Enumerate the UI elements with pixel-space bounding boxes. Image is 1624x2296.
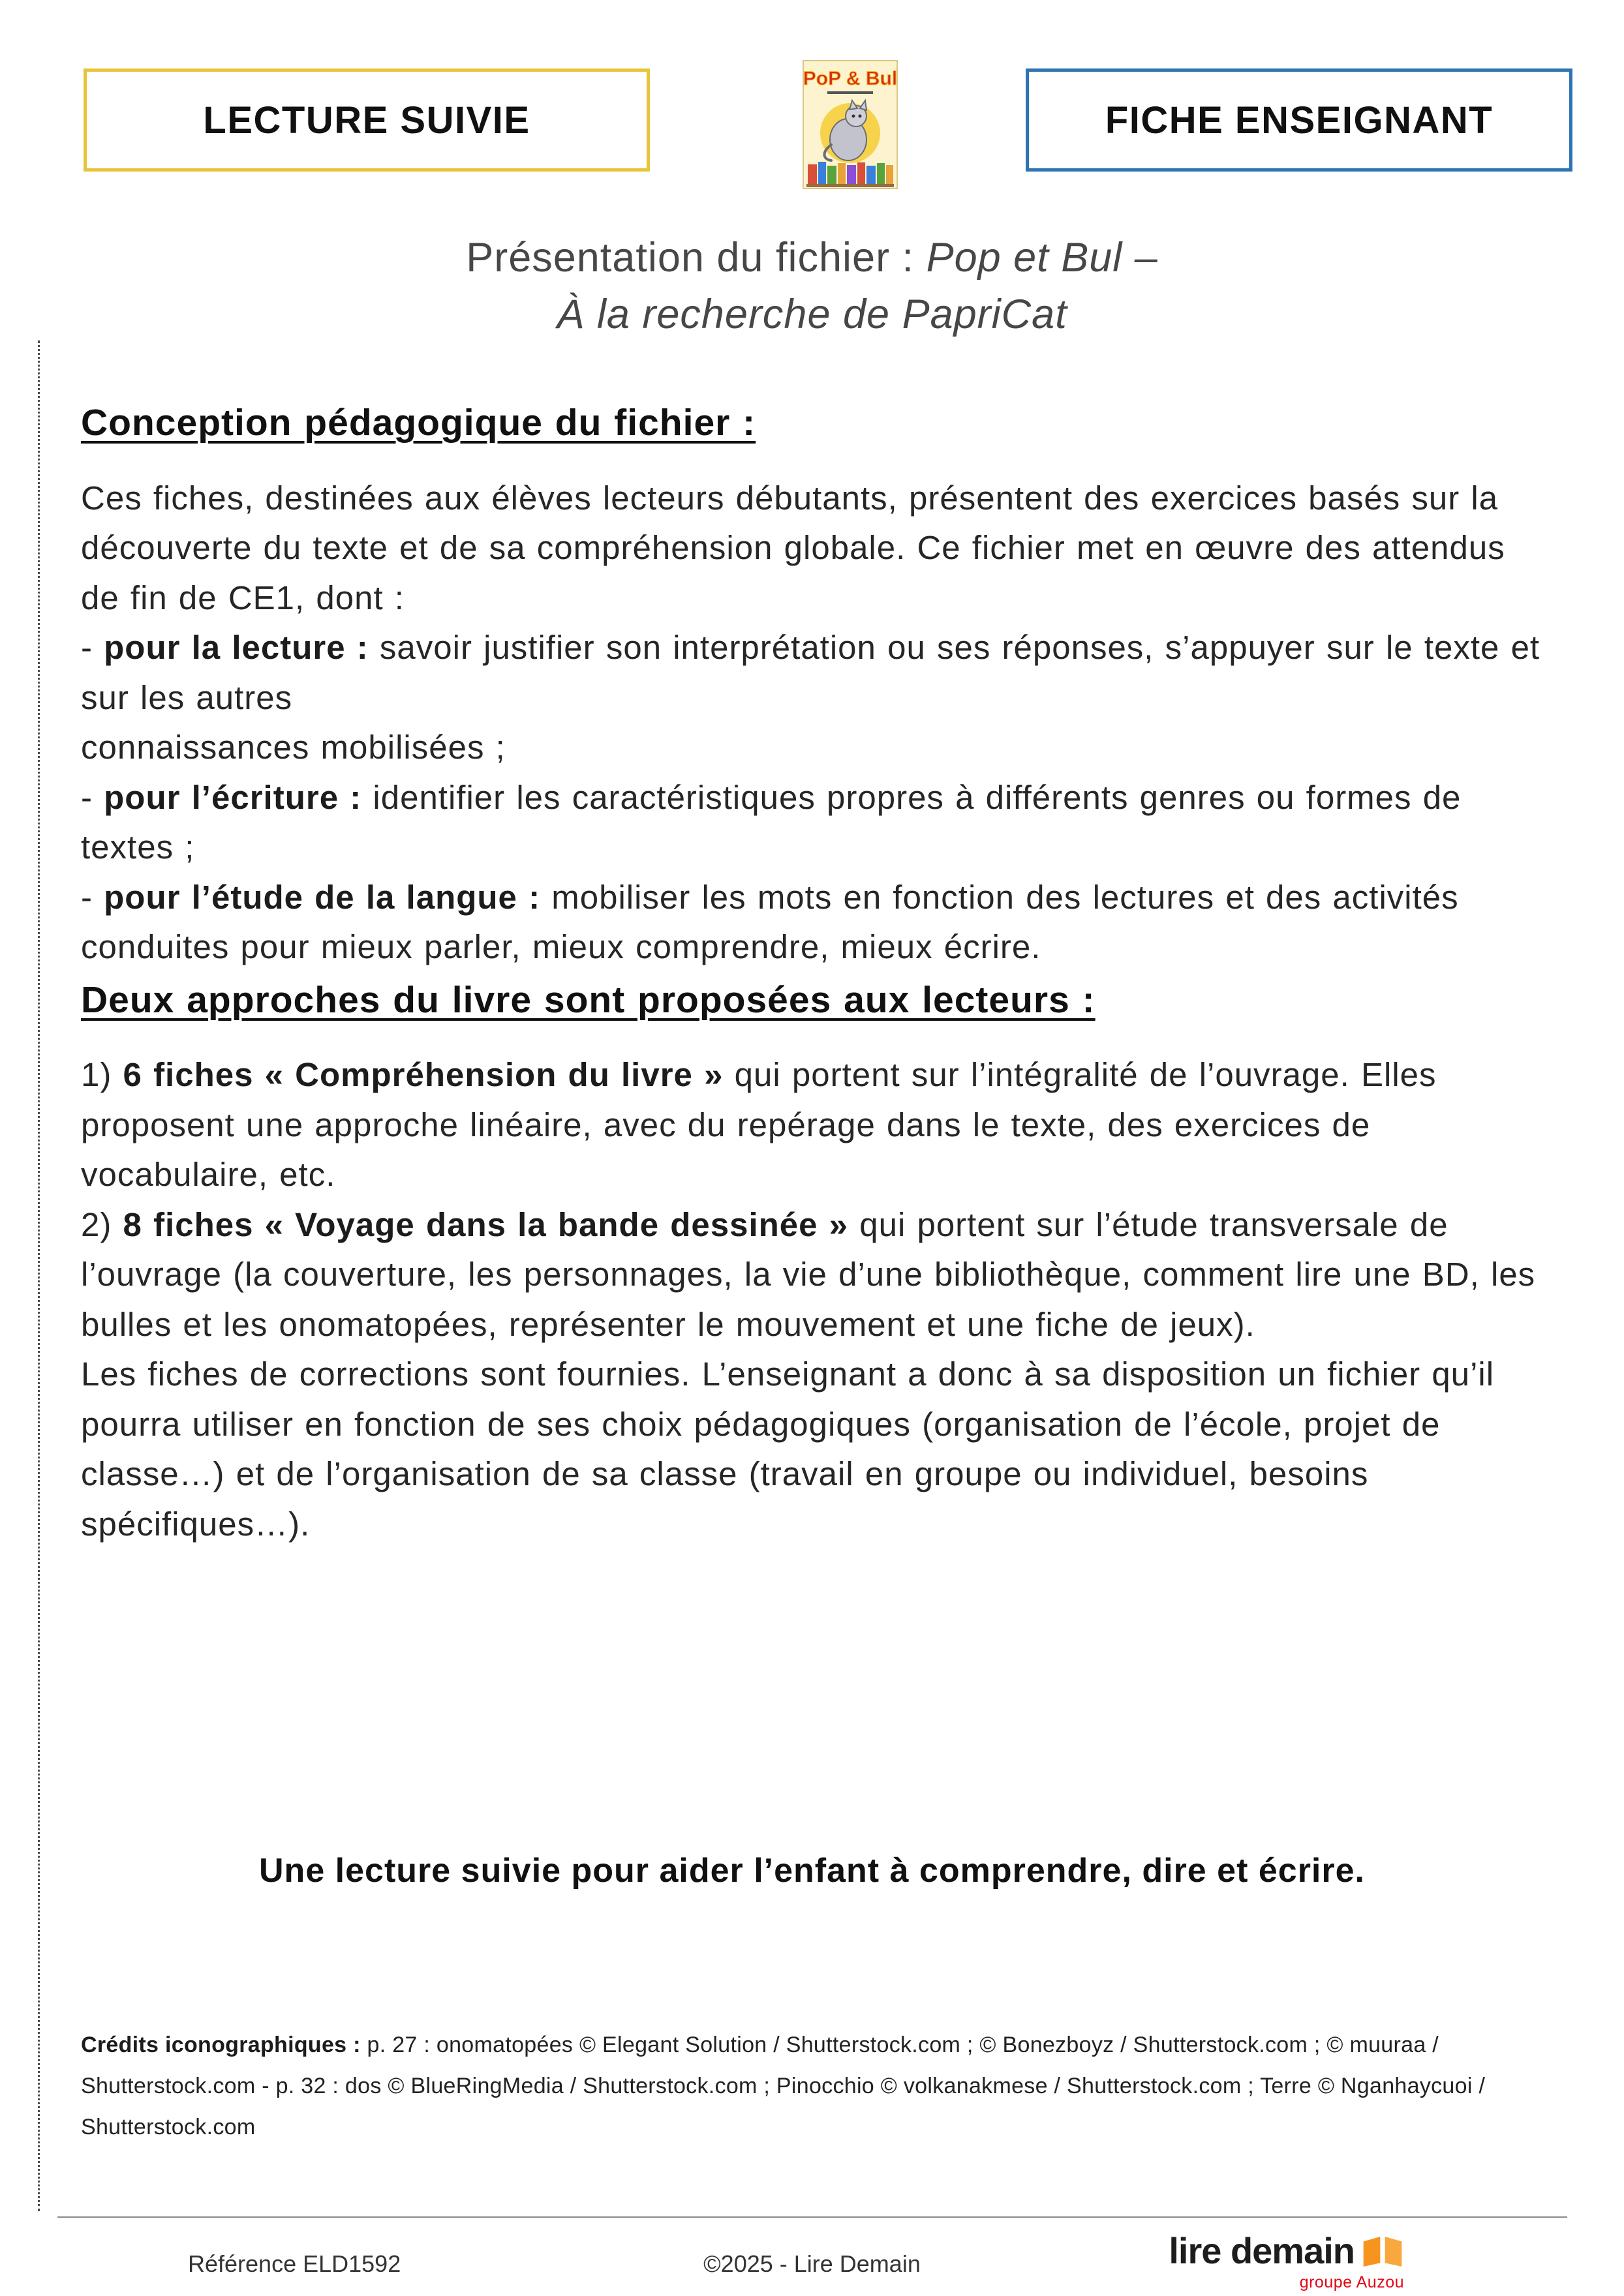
- section-heading-approches: [81, 973, 1545, 1029]
- credits-block: [81, 2025, 1516, 2148]
- item2-label: 8 fiches « Voyage dans la bande dessinée »: [123, 1205, 849, 1243]
- corrections-paragraph: Les fiches de corrections sont fournies. L’enseignant a donc à sa disposition un fichier qu’il pourra utiliser en fonction de ses choix pédagogiques (organisation de l’école, projet de classe…) et de l’organisation de sa classe (travail en groupe ou individuel, besoins spécifiques…).: [81, 1355, 1495, 1543]
- title-book-name: Pop et Bul –: [926, 235, 1158, 280]
- conception-paragraph: [81, 474, 1545, 973]
- book-cover-illustration: [803, 60, 898, 189]
- reference-label: Référence ELD1592: [188, 2250, 401, 2277]
- title-prefix: Présentation du fichier :: [466, 235, 927, 280]
- lecture-suivie-label: LECTURE SUIVIE: [203, 98, 530, 142]
- lecture-suivie-badge: [84, 68, 650, 172]
- copyright-label: ©2025 - Lire Demain: [703, 2250, 921, 2277]
- bullet-ecriture-text: identifier les caractéristiques propres à différents genres ou formes de textes ;: [81, 778, 1462, 866]
- bullet-lecture-label: pour la lecture :: [104, 629, 369, 666]
- cover-subtitle-strip: [827, 91, 873, 94]
- item1-label: 6 fiches « Compréhension du livre »: [123, 1056, 724, 1093]
- section-heading-conception: [81, 395, 1545, 451]
- item1-number: 1): [81, 1056, 123, 1093]
- credits-label: Crédits iconographiques :: [81, 2032, 361, 2057]
- approche-item-1: [81, 1050, 1545, 1200]
- bullet-langue-text: mobiliser les mots en fonction des lectures et des activités conduites pour mieux parler, mieux comprendre, mieux écrire.: [81, 878, 1459, 965]
- lire-demain-logo: [1130, 2229, 1404, 2292]
- book-cover: [803, 60, 898, 189]
- page-title: [0, 230, 1624, 343]
- bullet-lecture-text: savoir justifier son interprétation ou ses réponses, s’appuyer sur le texte et sur les autres: [81, 629, 1540, 716]
- logo-text: lire demain: [1169, 2230, 1355, 2271]
- main-content: [81, 395, 1545, 1549]
- section-heading-conception-text: Conception pédagogique du fichier :: [81, 402, 756, 444]
- approche-item-2: [81, 1200, 1545, 1350]
- item1-text: qui portent sur l’intégralité de l’ouvrage. Elles proposent une approche linéaire, avec du repérage dans le texte, des exercices de vocabulaire, etc.: [81, 1056, 1437, 1193]
- bullet-lecture-continuation: connaissances mobilisées ;: [81, 729, 506, 766]
- item2-text: qui portent sur l’étude transversale de l’ouvrage (la couverture, les personnages, la vie d’une bibliothèque, comment lire une BD, les bulles et les onomatopées, représenter le mouvement et une fiche de jeux).: [81, 1205, 1536, 1343]
- left-dotted-border: [38, 340, 40, 2211]
- footer-divider: [57, 2216, 1567, 2218]
- bullet-ecriture-dash: -: [81, 778, 104, 816]
- logo-subtext: groupe Auzou: [1299, 2273, 1404, 2291]
- fiche-enseignant-label: FICHE ENSEIGNANT: [1105, 98, 1494, 142]
- cover-bookshelf: [806, 162, 894, 187]
- bullet-langue-dash: -: [81, 878, 104, 916]
- item2-number: 2): [81, 1205, 123, 1243]
- credits-text: p. 27 : onomatopées © Elegant Solution / Shutterstock.com ; © Bonezboyz / Shutterstock.com ; © muuraa / Shutterstock.com - p. 32 : dos © BlueRingMedia / Shutterstock.com ; Pinocchio © volkanakmese / Shutterstock.com ; Terre © Nganhaycuoi / Shutterstock.com: [81, 2032, 1486, 2139]
- conception-intro: Ces fiches, destinées aux élèves lecteurs débutants, présentent des exercices basés sur la découverte du texte et de sa compréhension globale. Ce fichier met en œuvre des attendus de fin de CE1, dont :: [81, 479, 1505, 616]
- bullet-langue-label: pour l’étude de la langue :: [104, 878, 541, 916]
- cover-title-text: PoP & Bul: [803, 68, 898, 89]
- closing-statement: Une lecture suivie pour aider l’enfant à comprendre, dire et écrire.: [259, 1852, 1365, 1890]
- bullet-ecriture-label: pour l’écriture :: [104, 778, 362, 816]
- title-book-subtitle: À la recherche de PapriCat: [557, 291, 1067, 337]
- section-heading-approches-text: Deux approches du livre sont proposées aux lecteurs :: [81, 978, 1095, 1021]
- fiche-enseignant-badge: [1026, 68, 1572, 172]
- open-book-icon: [1361, 2233, 1404, 2269]
- bullet-lecture-dash: -: [81, 629, 104, 666]
